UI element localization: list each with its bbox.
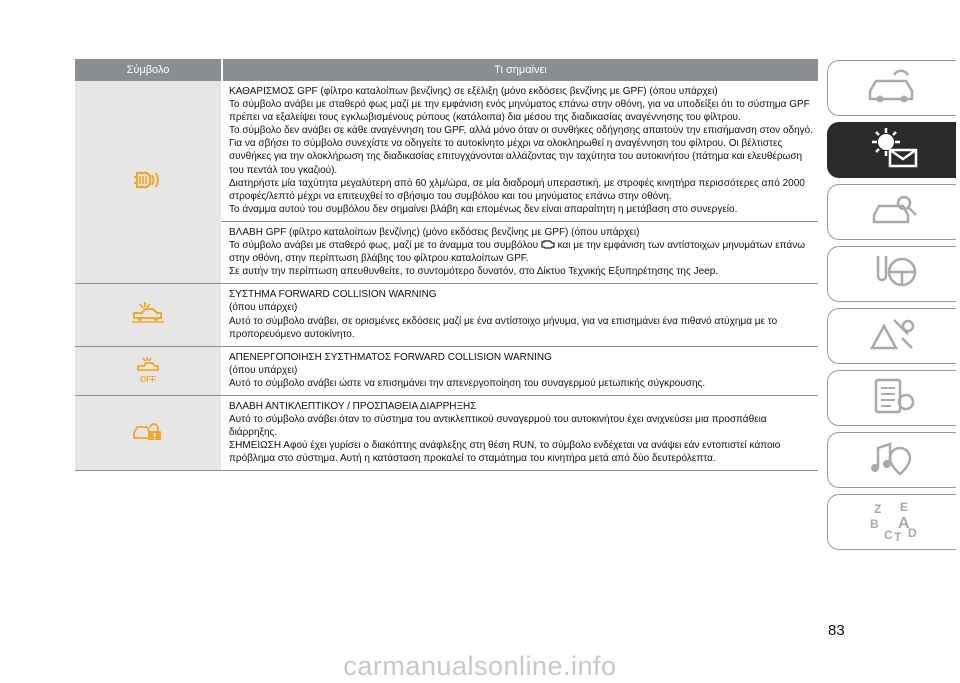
tab-maintenance[interactable] [827,370,956,426]
header-meaning: Τι σημαίνει [221,59,818,81]
header-symbol: Σύμβολο [126,64,170,76]
index-alphabet-icon [864,500,920,544]
warning-lights-messages-icon [862,126,922,175]
anti-theft-title: ΒΛΑΒΗ ΑΝΤΙΚΛΕΠΤΙΚΟΥ / ΠΡΟΣΠΑΘΕΙΑ ΔΙΑΡΡΗΞΗΣ [229,400,477,412]
index-letter: E [900,500,909,514]
car-dashboard-icon [864,67,920,110]
symbol-cell [75,396,221,470]
gpf-filter-warning-icon [133,169,163,196]
text-line: (όπου υπάρχει) [229,364,298,376]
meaning-cell [221,284,818,345]
index-letter: B [870,517,879,531]
table-header [75,59,818,81]
gpf-failure-block [221,221,818,278]
meaning-cell [221,81,818,283]
table-row [75,396,818,471]
multimedia-icon [864,438,920,483]
text-line: (όπου υπάρχει) [229,302,298,314]
tab-driving[interactable] [827,246,956,302]
symbol-cell [75,284,221,345]
gpf-cleaning-title: ΚΑΘΑΡΙΣΜΟΣ GPF (φίλτρο καταλοίπων βενζίνης) σε εξέλιξη (μόνο εκδόσεις βενζίνης με GPF) (όπου υπάρχει) [229,86,718,97]
symbol-cell [75,347,221,395]
engine-check-icon [541,239,555,249]
fcw-off-title: ΑΠΕΝΕΡΓΟΠΟΙΗΣΗ ΣΥΣΤΗΜΑΤΟΣ FORWARD COLLISION WARNING [229,351,552,363]
symbols-table [75,59,818,471]
forward-collision-off-icon [136,357,160,384]
meaning-cell [221,396,818,470]
index-letter: Z [874,502,882,516]
tab-warning-lights[interactable] [827,122,956,178]
car-key-icon [864,191,920,234]
maintenance-checklist-icon [864,376,920,421]
text-line [229,239,814,265]
tab-safety[interactable] [827,184,956,240]
text-line: Διατηρήστε μία ταχύτητα μεγαλύτερη από 60 χλμ/ώρα, σε μία διαδρομή υπεραστική, με στροφές κινητήρα περισσότερες από 2000 στροφές/λεπτό μέχρι να επιτευχθεί το σβήσιμο του συμβόλου και του μηνύματος επάνω στην οθόνη. [229,177,805,202]
table-row [75,284,818,346]
text-line: Αυτό το σύμβολο ανάβει ώστε να επισημάνει την απενεργοποίηση του συναγερμού μετωπικής σύγκρουσης. [229,377,706,389]
text-line: Για να σβήσει το σύμβολο συνεχίστε να οδηγείτε το αυτοκίνητο μέχρι να ολοκληρωθεί η αναγέννηση του φίλτρου. Οι βέλτιστες συνθήκες για την ολοκλήρωση της διαδικασίας επιτυγχάνονται αλλάζοντας την ταχύτητα του αυτοκινήτου (πάτημα και ελευθέρωση του πεντάλ του γκαζιού). [229,138,803,176]
table-row [75,347,818,396]
off-label: OFF [140,375,156,385]
tab-car-overview[interactable] [827,60,956,116]
text-line: Σε αυτήν την περίπτωση απευθυνθείτε, το συντομότερο δυνατόν, στο Δίκτυο Τεχνικής Εξυπηρέτησης της Jeep. [229,266,719,278]
meaning-cell [221,347,818,395]
tab-index[interactable] [827,494,956,550]
index-letter: D [908,526,917,540]
index-letter: A [898,515,910,532]
fcw-title: ΣΥΣΤΗΜΑ FORWARD COLLISION WARNING [229,289,437,301]
chapter-sidebar [827,60,956,556]
text-line: ΣΗΜΕΙΩΣΗ Αφού έχει γυρίσει ο διακόπτης ανάφλεξης στη θέση RUN, το σύμβολο ενδέχεται να ανάψει εάν εντοπιστεί κάποιο πρόβλημα στο σύστημα. Αυτή η κατάσταση προκαλεί το σταμάτημα του κινητήρα μετά από δύο δευτερόλεπτα. [229,440,781,465]
text-line: Το σύμβολο ανάβει με σταθερό φως μαζί με την εμφάνιση ενός μηνύματος επάνω στην οθόνη, για να υποδείξει ότι το σύστημα GPF πρέπει να εξαλείψει τους εγκλωβισμένους ρύπους (κατάλοιπα) δια μέσου της διαδικασίας αναγέννησης του φίλτρου. [229,99,810,124]
index-letter: C [884,528,893,542]
text-fragment: Το σύμβολο ανάβει με σταθερό φως, μαζί με το άναμμα του συμβόλου [229,240,539,252]
forward-collision-warning-icon [131,301,165,330]
index-letter: T [894,530,902,544]
text-line: Αυτό το σύμβολο ανάβει, σε ορισμένες εκδόσεις μαζί με ένα αντίστοιχο μήνυμα, για να επισημάνει ένα πιθανό ατύχημα με το προπορευόμενο αυτοκίνητο. [229,315,778,340]
text-line: Το άναμμα αυτού του συμβόλου δεν σημαίνει βλάβη και επομένως δεν είναι απαραίτητη η μετάβαση στο συνεργείο. [229,203,738,215]
table-row [75,81,818,284]
tab-emergency[interactable] [827,308,956,364]
text-fragment: και με την εμφάνιση των αντίστοιχων μηνυμάτων επάνω στην οθόνη, στην περίπτωση βλάβης του φίλτρου καταλοίπων GPF. [229,240,806,265]
steering-wheel-icon [864,252,920,297]
anti-theft-failure-icon [132,420,164,447]
text-line: Αυτό το σύμβολο ανάβει όταν το σύστημα του αντικλεπτικού συναγερμού του αυτοκινήτου έχει ανιχνεύσει μια προσπάθεια διάρρηξης. [229,414,767,439]
triangle-warning-icon [864,314,920,359]
watermark: carmanualsonline.info [343,651,617,681]
text-line: Το σύμβολο δεν ανάβει σε κάθε αναγέννηση του GPF, αλλά μόνο όταν οι συνθήκες οδήγησης απαιτούν την επισήμανση στον οδηγό. [229,125,813,137]
page-number: 83 [828,622,845,639]
tab-multimedia[interactable] [827,432,956,488]
symbol-cell [75,81,221,283]
gpf-failure-title: ΒΛΑΒΗ GPF (φίλτρο καταλοίπων βενζίνης) (μόνο εκδόσεις βενζίνης με GPF) (όπου υπάρχει) [229,226,640,238]
